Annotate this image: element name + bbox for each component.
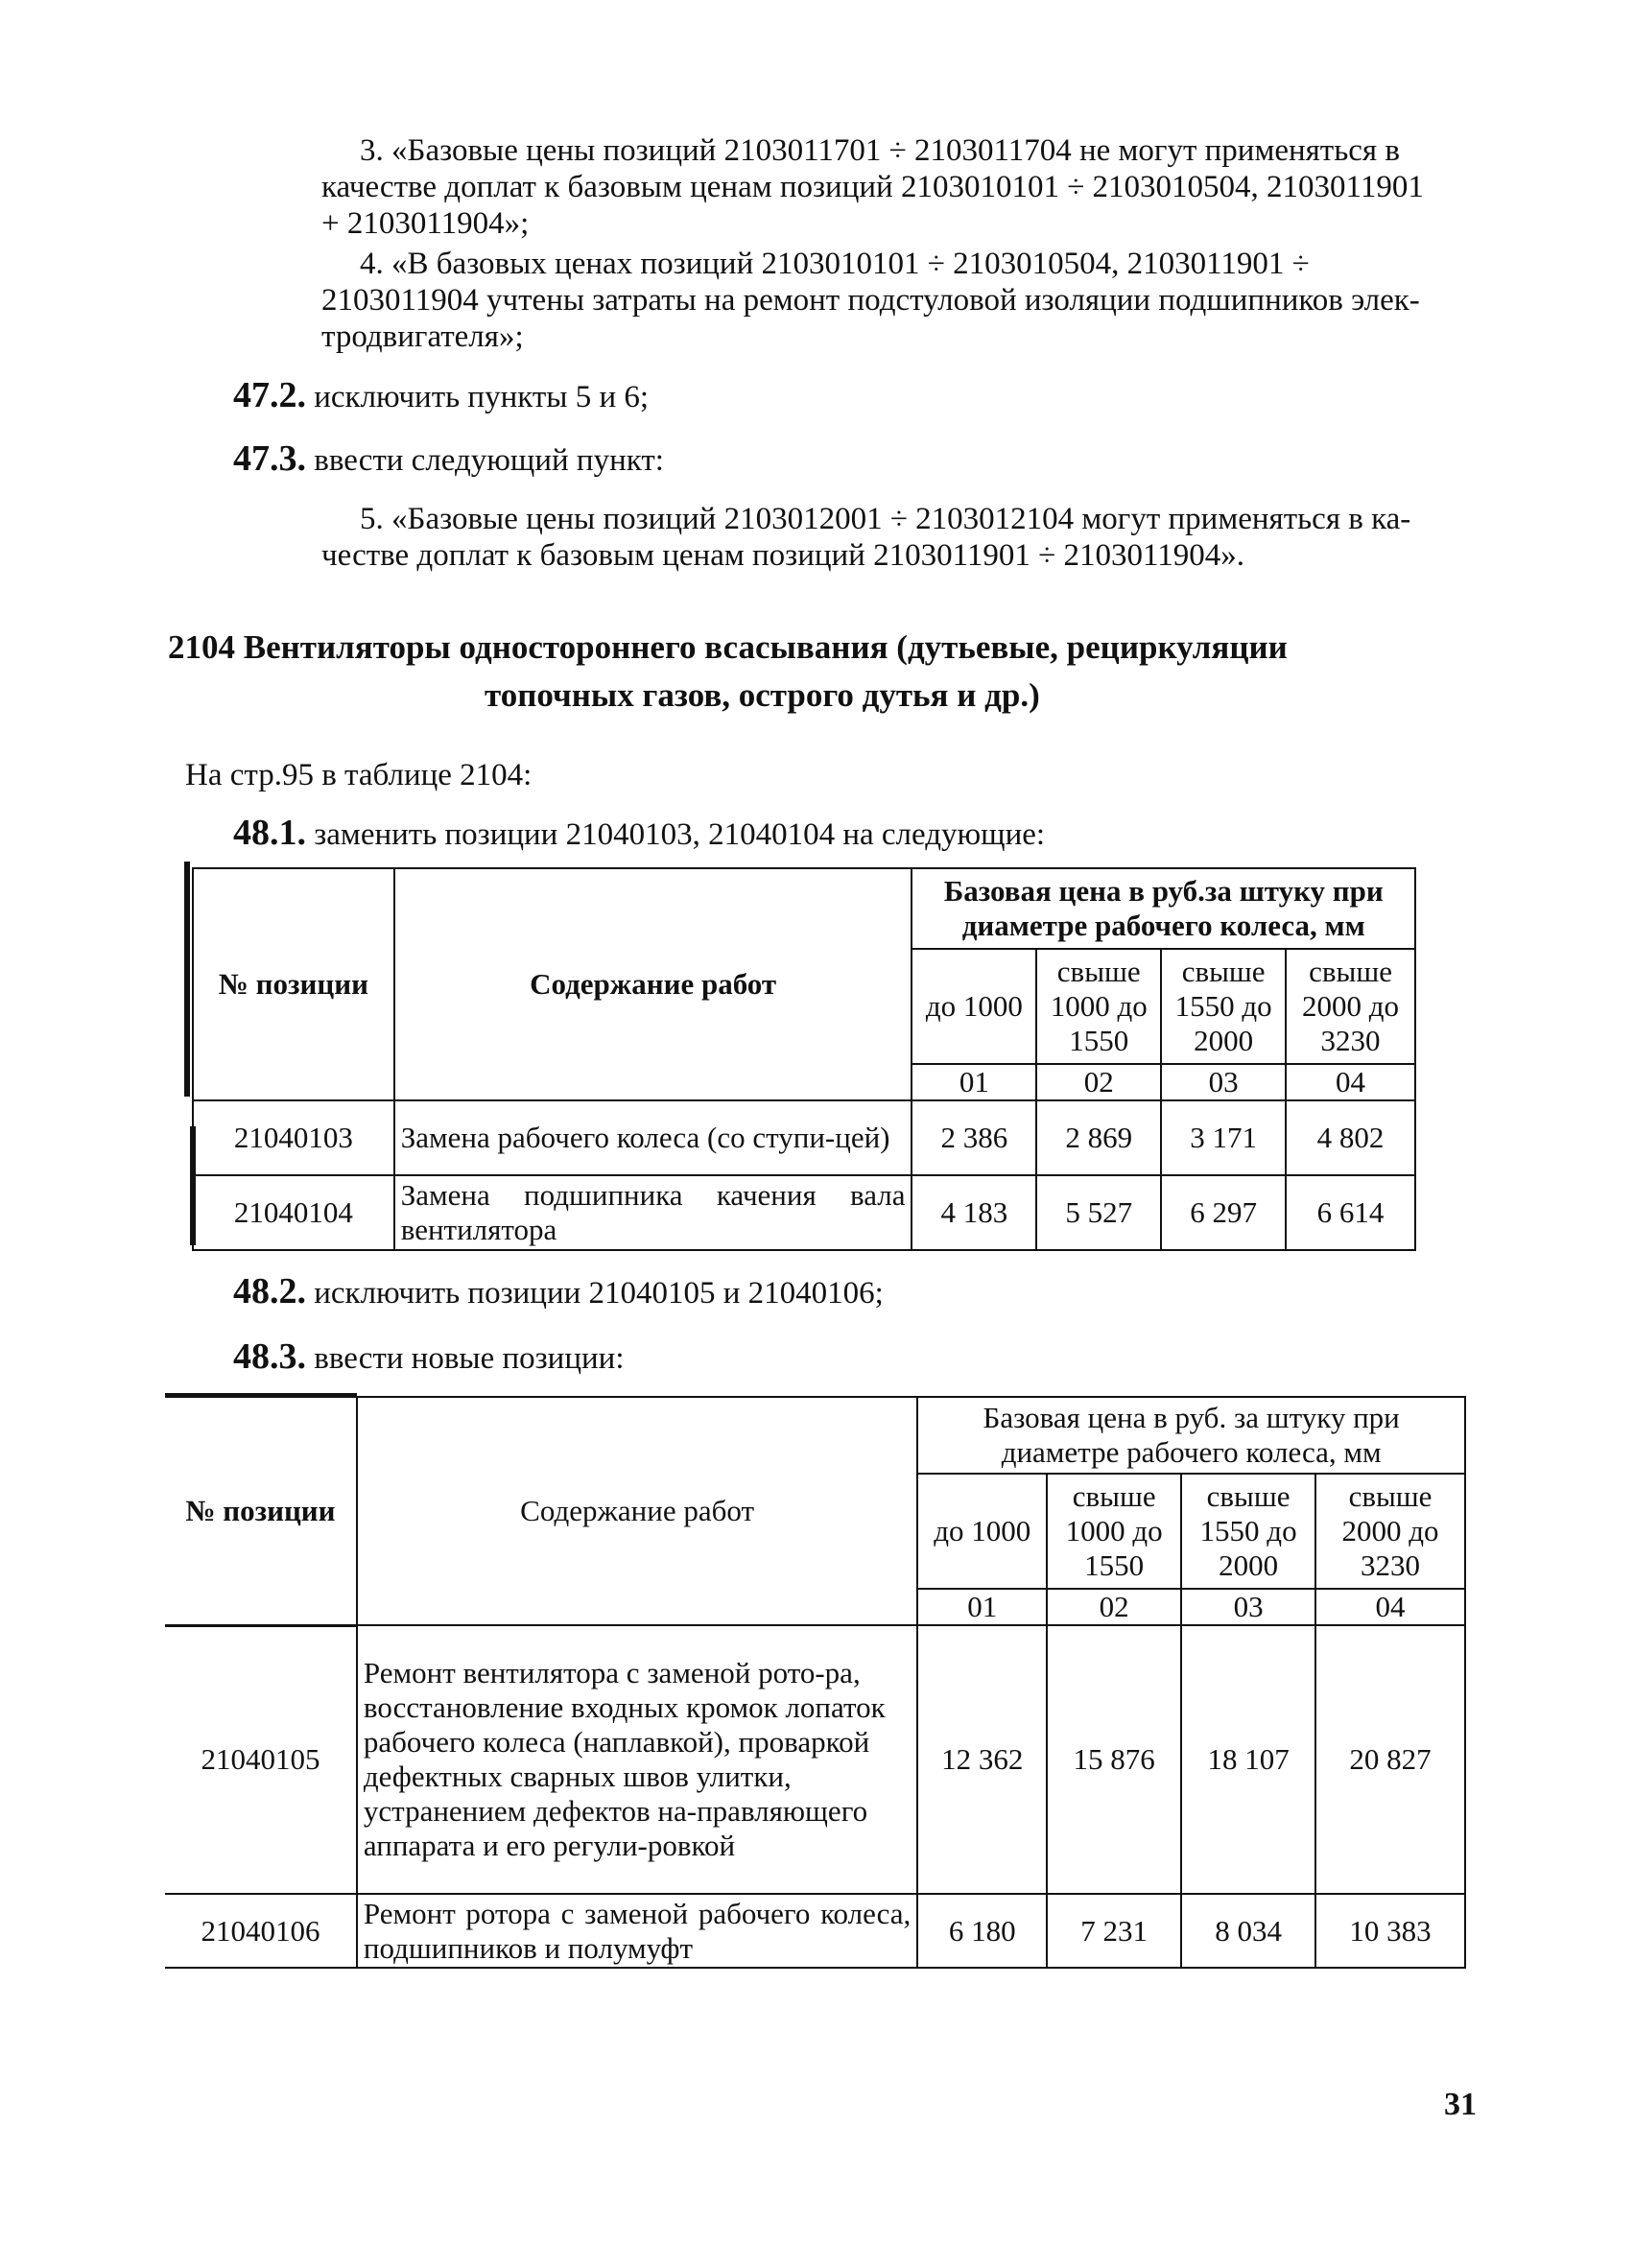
table2-sub-4: свыше 2000 до 3230 — [1315, 1474, 1465, 1589]
table1-row2-work: Замена подшипника качения вала вентилятора — [394, 1175, 912, 1250]
table1-code-1: 01 — [912, 1064, 1036, 1100]
table2-row1-price3: 18 107 — [1181, 1625, 1315, 1894]
table2-code-2: 02 — [1047, 1589, 1181, 1625]
clause-47-2-number: 47.2. — [233, 375, 306, 415]
table2-code-3: 03 — [1181, 1589, 1315, 1625]
table1-sub-4: свыше 2000 до 3230 — [1286, 949, 1415, 1064]
clause-48-1-number: 48.1. — [233, 813, 306, 853]
page-number: 31 — [1444, 2087, 1477, 2122]
table-row — [193, 1100, 1415, 1175]
table1-sub-1: до 1000 — [912, 949, 1036, 1064]
intro-item3-line3: + 2103011904»; — [321, 206, 530, 241]
table1-row1-price2: 2 869 — [1036, 1100, 1161, 1175]
table2-row2-price1: 6 180 — [917, 1894, 1047, 1968]
clause-48-3-number: 48.3. — [233, 1336, 306, 1377]
section-code: 2104 — [168, 628, 235, 666]
intro-item3-line2: качестве доплат к базовым ценам позиций 2103010101 ÷ 2103010504, 2103011901 — [321, 170, 1424, 204]
clause-48-1 — [233, 814, 1045, 854]
table1-row2-price3: 6 297 — [1161, 1175, 1286, 1250]
table1-row1-work: Замена рабочего колеса (со ступи-цей) — [394, 1100, 912, 1175]
item5-line1: 5. «Базовые цены позиций 2103012001 ÷ 2103012104 могут применяться в ка- — [360, 502, 1411, 536]
table1-header-work: Содержание работ — [394, 868, 912, 1100]
table1-code-3: 03 — [1161, 1064, 1286, 1100]
table2-row1-work: Ремонт вентилятора с заменой рото-ра, восстановление входных кромок лопаток рабочего колеса (наплавкой), проваркой дефектных сварных швов улитки, устранением дефектов на-правляющего аппарата и его регули-ровкой — [357, 1625, 917, 1894]
table2-row1-price4: 20 827 — [1315, 1625, 1465, 1894]
table2-row2-price4: 10 383 — [1315, 1894, 1465, 1968]
scan-mark — [184, 862, 190, 1097]
clause-48-3-text: ввести новые позиции: — [314, 1341, 625, 1376]
clause-48-1-text: заменить позиции 21040103, 21040104 на следующие: — [314, 817, 1046, 852]
clause-48-2-number: 48.2. — [233, 1271, 306, 1311]
table1-row2-price4: 6 614 — [1286, 1175, 1415, 1250]
table1-row1-price1: 2 386 — [912, 1100, 1036, 1175]
intro-item4 — [321, 246, 1473, 355]
table2-row2-work: Ремонт ротора с заменой рабочего колеса, подшипников и полумуфт — [357, 1894, 917, 1968]
table2-header-position: № позиции — [165, 1397, 357, 1625]
intro-item3 — [321, 132, 1473, 242]
table1-row2-price1: 4 183 — [912, 1175, 1036, 1250]
table2-sub-1: до 1000 — [917, 1474, 1047, 1589]
section-title-line2: топочных газов, острого дутья и др.) — [485, 676, 1040, 714]
clause-48-3 — [233, 1337, 624, 1378]
table1-sub-2: свыше 1000 до 1550 — [1036, 949, 1161, 1064]
table2-row1-position: 21040105 — [165, 1625, 357, 1894]
intro-item4-line2: 2103011904 учтены затраты на ремонт подстуловой изоляции подшипников элек- — [321, 283, 1420, 318]
table1-code-2: 02 — [1036, 1064, 1161, 1100]
table2-sub-3: свыше 1550 до 2000 — [1181, 1474, 1315, 1589]
clause-47-2 — [233, 376, 649, 416]
clause-47-3-number: 47.3. — [233, 438, 306, 479]
table-row — [193, 1175, 1415, 1250]
table1-row2-position: 21040104 — [193, 1175, 394, 1250]
intro-item3-line1: 3. «Базовые цены позиций 2103011701 ÷ 2103011704 не могут применяться в — [360, 133, 1400, 168]
section-heading — [168, 624, 1492, 720]
price-table-2 — [165, 1396, 1466, 1969]
item5 — [321, 501, 1473, 574]
clause-47-3-text: ввести следующий пункт: — [314, 443, 664, 478]
table2-code-4: 04 — [1315, 1589, 1465, 1625]
table1-row1-price4: 4 802 — [1286, 1100, 1415, 1175]
table-row — [165, 1625, 1465, 1894]
table1-row2-price2: 5 527 — [1036, 1175, 1161, 1250]
table2-row2-price3: 8 034 — [1181, 1894, 1315, 1968]
table1-row1-position: 21040103 — [193, 1100, 394, 1175]
table2-row1-price2: 15 876 — [1047, 1625, 1181, 1894]
table1-header-price: Базовая цена в руб.за штуку при диаметре рабочего колеса, мм — [912, 868, 1415, 949]
table1-row1-price3: 3 171 — [1161, 1100, 1286, 1175]
table2-header-work: Содержание работ — [357, 1397, 917, 1625]
section-title-line1: Вентиляторы одностороннего всасывания (дутьевые, рециркуляции — [243, 628, 1288, 666]
table2-row2-price2: 7 231 — [1047, 1894, 1181, 1968]
table2-row1-price1: 12 362 — [917, 1625, 1047, 1894]
price-table-1 — [192, 867, 1416, 1251]
item5-line2: честве доплат к базовым ценам позиций 2103011901 ÷ 2103011904». — [321, 538, 1244, 573]
table2-code-1: 01 — [917, 1589, 1047, 1625]
table-row — [165, 1894, 1465, 1968]
clause-47-3 — [233, 439, 664, 480]
intro-item4-line1: 4. «В базовых ценах позиций 2103010101 ÷ 2103010504, 2103011901 ÷ — [360, 247, 1310, 281]
page-reference: На стр.95 в таблице 2104: — [185, 758, 533, 792]
table2-sub-2: свыше 1000 до 1550 — [1047, 1474, 1181, 1589]
table2-header-price: Базовая цена в руб. за штуку при диаметре рабочего колеса, мм — [917, 1397, 1465, 1474]
clause-48-2 — [233, 1272, 884, 1312]
table1-header-position: № позиции — [193, 868, 394, 1100]
clause-47-2-text: исключить пункты 5 и 6; — [314, 380, 650, 414]
table2-row2-position: 21040106 — [165, 1894, 357, 1968]
intro-item4-line3: тродвигателя»; — [321, 319, 524, 354]
table1-sub-3: свыше 1550 до 2000 — [1161, 949, 1286, 1064]
clause-48-2-text: исключить позиции 21040105 и 21040106; — [314, 1276, 884, 1311]
table1-code-4: 04 — [1286, 1064, 1415, 1100]
